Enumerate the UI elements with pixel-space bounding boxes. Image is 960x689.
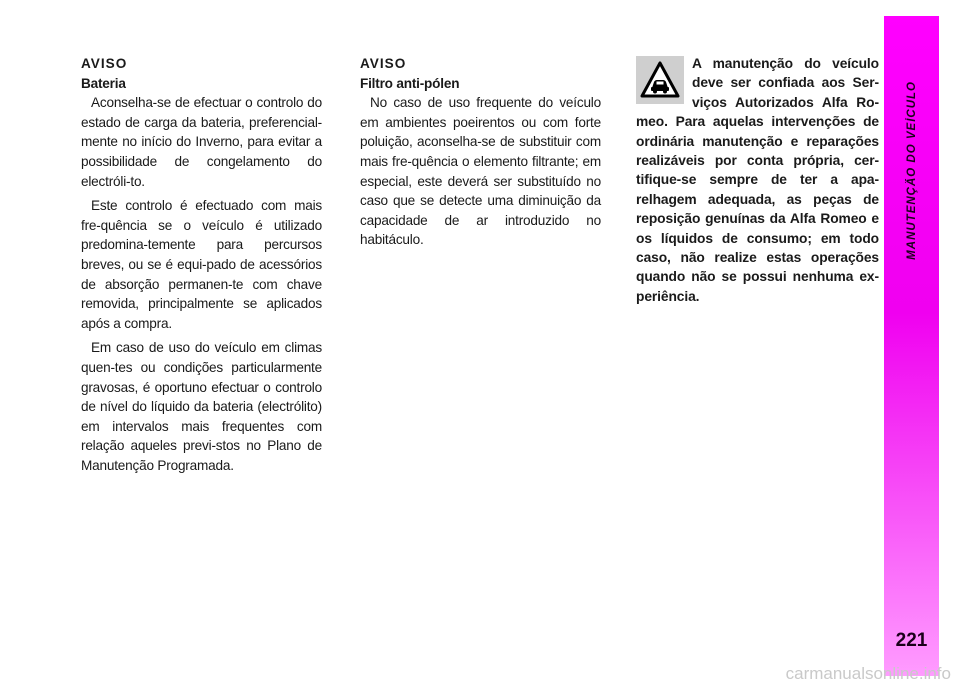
- paragraph: Aconselha-se de efectuar o controlo do estado de carga da bateria, preferencial-mente no início do Inverno, para evitar a possibilidade de congelamento do electróli-to.: [81, 95, 322, 189]
- warning-text: A manutenção do veículo deve ser confiada aos Ser-viços Autorizados Alfa Ro-meo. Para aquelas intervenções de ordinária manutenção e reparações realizáveis por conta própria, cer-tifique-se sempre de ter a apa-relhagem adequada, as peças de reposição genuínas da Alfa Romeo e os líquidos de consumo; em todo caso, não realize estas operações quando não se possui nenhuma ex-periência.: [636, 56, 879, 304]
- heading-kicker: AVISO: [360, 56, 407, 71]
- section-title: [884, 50, 939, 290]
- watermark: carmanualsonline.info: [785, 664, 951, 683]
- paragraph: Em caso de uso do veículo em climas quen-tes ou condições particularmente gravosas, é oportuno efectuar o controlo de nível do líquido da bateria (electrólito) em intervalos mais frequentes com relação aqueles previ-stos no Plano de Manutenção Programada.: [81, 340, 322, 473]
- column-battery: [81, 54, 322, 480]
- heading-title: Bateria: [81, 75, 126, 91]
- section-title-text: MANUTENÇÃO DO VEÍCULO: [905, 80, 918, 260]
- section-sidebar: [884, 16, 939, 676]
- paragraph: Este controlo é efectuado com mais fre-quência se o veículo é utilizado predomina-temente para percursos breves, ou se é equi-pado de acessórios de absorção permanen-te com chave removida, principalmente se aplicados após a compra.: [81, 198, 322, 331]
- warning-car-icon: [636, 56, 684, 104]
- column-warning: [636, 54, 879, 306]
- paragraph: No caso de uso frequente do veículo em ambientes poeirentos ou com forte poluição, aconselha-se de substituir com mais fre-quência o elemento filtrante; em especial, este deverá ser substituído no caso que se detecte uma diminuição da capacidade de ar introduzido no habitáculo.: [360, 95, 601, 248]
- section-heading-battery: [81, 54, 322, 93]
- page-number: 221: [895, 630, 928, 651]
- heading-title: Filtro anti-pólen: [360, 75, 460, 91]
- heading-kicker: AVISO: [81, 56, 128, 71]
- column-pollen-filter: [360, 54, 601, 255]
- section-heading-pollen-filter: [360, 54, 601, 93]
